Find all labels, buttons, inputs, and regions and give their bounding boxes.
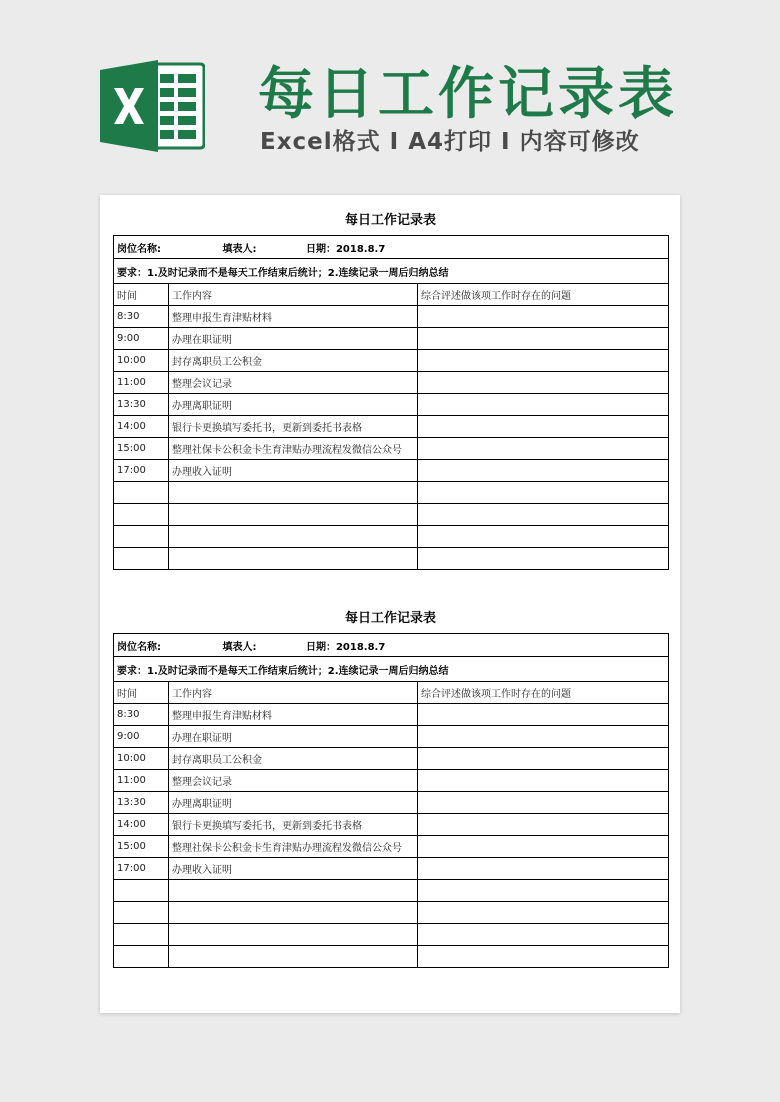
table-row	[114, 902, 669, 924]
comment-cell[interactable]	[418, 924, 669, 946]
page-title: 每日工作记录表	[258, 62, 678, 127]
time-cell[interactable]	[114, 902, 169, 924]
content-cell[interactable]: 办理离职证明	[169, 792, 418, 814]
document-page	[100, 195, 680, 1013]
requirement-cell[interactable]: 要求：1.及时记录而不是每天工作结束后统计；2.连续记录一周后归纳总结	[114, 259, 669, 284]
time-cell[interactable]: 10:00	[114, 350, 169, 372]
table-row	[114, 306, 669, 328]
table-row	[114, 460, 669, 482]
time-cell[interactable]	[114, 548, 169, 570]
content-cell[interactable]: 封存离职员工公积金	[169, 350, 418, 372]
comment-cell[interactable]	[418, 748, 669, 770]
comment-cell[interactable]	[418, 438, 669, 460]
info-row	[114, 236, 669, 259]
info-row	[114, 634, 669, 657]
time-cell[interactable]: 13:30	[114, 394, 169, 416]
table-row	[114, 946, 669, 968]
comment-cell[interactable]	[418, 394, 669, 416]
comment-cell[interactable]	[418, 328, 669, 350]
content-cell[interactable]: 整理申报生育津贴材料	[169, 704, 418, 726]
requirement-cell[interactable]: 要求：1.及时记录而不是每天工作结束后统计；2.连续记录一周后归纳总结	[114, 657, 669, 682]
time-cell[interactable]	[114, 482, 169, 504]
info-cell[interactable]	[114, 236, 669, 259]
column-header-time[interactable]: 时间	[114, 284, 169, 306]
filler-label: 填表人:	[222, 243, 257, 255]
time-cell[interactable]: 14:00	[114, 416, 169, 438]
content-cell[interactable]: 办理收入证明	[169, 858, 418, 880]
content-cell[interactable]	[169, 924, 418, 946]
comment-cell[interactable]	[418, 770, 669, 792]
content-cell[interactable]: 办理在职证明	[169, 328, 418, 350]
table-row	[114, 836, 669, 858]
table-row	[114, 504, 669, 526]
time-cell[interactable]: 11:00	[114, 372, 169, 394]
date-label: 日期：2018.8.7	[305, 243, 386, 255]
comment-cell[interactable]	[418, 306, 669, 328]
table-row	[114, 770, 669, 792]
column-header-comment[interactable]: 综合评述做该项工作时存在的问题	[418, 284, 669, 306]
time-cell[interactable]: 15:00	[114, 438, 169, 460]
comment-cell[interactable]	[418, 814, 669, 836]
excel-logo-icon	[100, 60, 205, 152]
table-row	[114, 548, 669, 570]
time-cell[interactable]	[114, 924, 169, 946]
comment-cell[interactable]	[418, 880, 669, 902]
comment-cell[interactable]	[418, 902, 669, 924]
time-cell[interactable]: 9:00	[114, 726, 169, 748]
time-cell[interactable]	[114, 526, 169, 548]
record-table	[113, 235, 669, 570]
column-header-content[interactable]: 工作内容	[169, 682, 418, 704]
content-cell[interactable]: 银行卡更换填写委托书，更新到委托书表格	[169, 416, 418, 438]
post-label: 岗位名称:	[117, 243, 161, 255]
time-cell[interactable]	[114, 880, 169, 902]
comment-cell[interactable]	[418, 548, 669, 570]
page-header	[0, 0, 780, 190]
table-row	[114, 394, 669, 416]
content-cell[interactable]: 封存离职员工公积金	[169, 748, 418, 770]
filler-label: 填表人:	[222, 641, 257, 653]
comment-cell[interactable]	[418, 504, 669, 526]
page-subtitle: Excel格式 I A4打印 I 内容可修改	[260, 129, 640, 155]
comment-cell[interactable]	[418, 350, 669, 372]
table-row	[114, 526, 669, 548]
content-cell[interactable]: 银行卡更换填写委托书，更新到委托书表格	[169, 814, 418, 836]
table-row	[114, 704, 669, 726]
column-header-time[interactable]: 时间	[114, 682, 169, 704]
content-cell[interactable]	[169, 526, 418, 548]
requirement-row	[114, 259, 669, 284]
content-cell[interactable]	[169, 482, 418, 504]
table-row	[114, 748, 669, 770]
time-cell[interactable]: 8:30	[114, 704, 169, 726]
comment-cell[interactable]	[418, 858, 669, 880]
comment-cell[interactable]	[418, 460, 669, 482]
content-cell[interactable]: 办理离职证明	[169, 394, 418, 416]
table-row	[114, 880, 669, 902]
content-cell[interactable]	[169, 504, 418, 526]
time-cell[interactable]: 9:00	[114, 328, 169, 350]
record-table	[113, 633, 669, 968]
record-sheet-1	[113, 195, 668, 570]
time-cell[interactable]: 10:00	[114, 748, 169, 770]
comment-cell[interactable]	[418, 946, 669, 968]
time-cell[interactable]: 17:00	[114, 460, 169, 482]
content-cell[interactable]: 办理收入证明	[169, 460, 418, 482]
content-cell[interactable]	[169, 902, 418, 924]
comment-cell[interactable]	[418, 704, 669, 726]
time-cell[interactable]	[114, 504, 169, 526]
table-row	[114, 482, 669, 504]
column-header-content[interactable]: 工作内容	[169, 284, 418, 306]
column-header-row	[114, 682, 669, 704]
content-cell[interactable]: 整理会议记录	[169, 372, 418, 394]
table-row	[114, 438, 669, 460]
time-cell[interactable]: 11:00	[114, 770, 169, 792]
time-cell[interactable]: 14:00	[114, 814, 169, 836]
requirement-row	[114, 657, 669, 682]
time-cell[interactable]	[114, 946, 169, 968]
content-cell[interactable]	[169, 880, 418, 902]
date-label: 日期：2018.8.7	[305, 641, 386, 653]
content-cell[interactable]: 整理申报生育津贴材料	[169, 306, 418, 328]
comment-cell[interactable]	[418, 526, 669, 548]
comment-cell[interactable]	[418, 372, 669, 394]
table-row	[114, 814, 669, 836]
table-row	[114, 416, 669, 438]
post-label: 岗位名称:	[117, 641, 161, 653]
comment-cell[interactable]	[418, 726, 669, 748]
info-cell[interactable]	[114, 634, 669, 657]
table-row	[114, 350, 669, 372]
table-row	[114, 924, 669, 946]
record-sheet-2	[113, 593, 668, 968]
table-row	[114, 792, 669, 814]
column-header-row	[114, 284, 669, 306]
content-cell[interactable]: 整理社保卡公积金卡生育津贴办理流程发微信公众号	[169, 836, 418, 858]
table-row	[114, 328, 669, 350]
content-cell[interactable]	[169, 548, 418, 570]
table-row	[114, 726, 669, 748]
time-cell[interactable]: 15:00	[114, 836, 169, 858]
content-cell[interactable]: 整理社保卡公积金卡生育津贴办理流程发微信公众号	[169, 438, 418, 460]
time-cell[interactable]: 13:30	[114, 792, 169, 814]
sheet-title: 每日工作记录表	[344, 213, 436, 228]
time-cell[interactable]: 17:00	[114, 858, 169, 880]
time-cell[interactable]: 8:30	[114, 306, 169, 328]
content-cell[interactable]	[169, 946, 418, 968]
column-header-comment[interactable]: 综合评述做该项工作时存在的问题	[418, 682, 669, 704]
table-row	[114, 372, 669, 394]
comment-cell[interactable]	[418, 792, 669, 814]
table-row	[114, 858, 669, 880]
sheet-title: 每日工作记录表	[344, 611, 436, 626]
content-cell[interactable]: 办理在职证明	[169, 726, 418, 748]
comment-cell[interactable]	[418, 416, 669, 438]
comment-cell[interactable]	[418, 482, 669, 504]
content-cell[interactable]: 整理会议记录	[169, 770, 418, 792]
comment-cell[interactable]	[418, 836, 669, 858]
